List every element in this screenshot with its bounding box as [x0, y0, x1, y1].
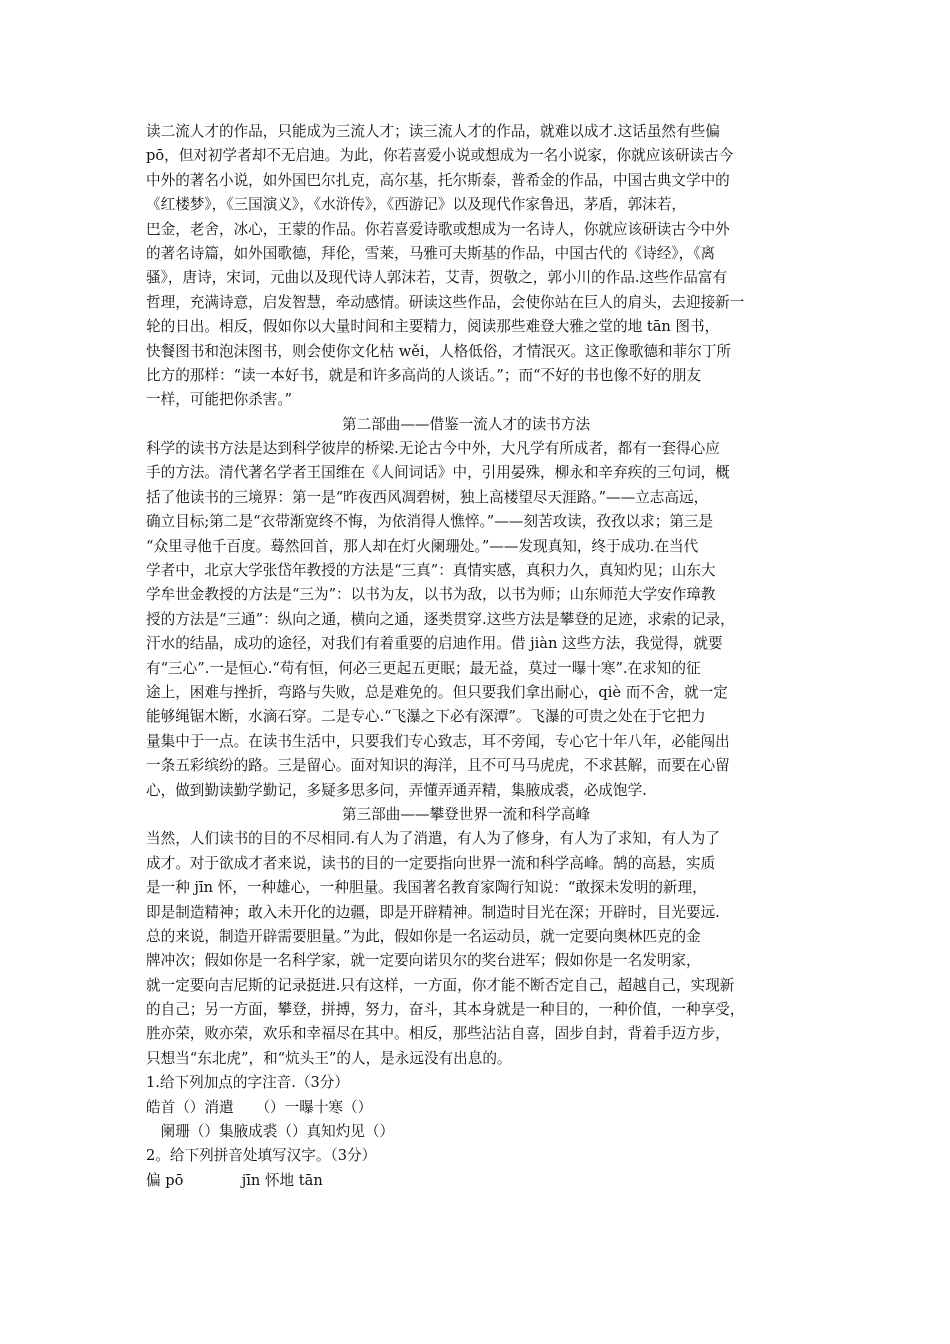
paragraph-line: 确立目标;第二是“衣带渐宽终不悔，为依消得人憔悴。”——刻苦攻读，孜孜以求；第三是: [146, 513, 714, 531]
paragraph-line: 学者中，北京大学张岱年教授的方法是“三真”：真情实感，真积力久，真知灼见；山东大: [146, 562, 716, 580]
paragraph-line: 中外的著名小说，如外国巴尔扎克，高尔基，托尔斯泰，普希金的作品，中国古典文学中的: [146, 171, 730, 189]
question-line: 2。给下列拼音处填写汉字。（3分）: [146, 1147, 377, 1165]
paragraph-line: 骚》，唐诗，宋词，元曲以及现代诗人郭沫若，艾青，贺敬之，郭小川的作品.这些作品富有: [146, 269, 728, 287]
paragraph-line: 量集中于一点。在读书生活中，只要我们专心致志，耳不旁闻，专心它十年八年，必能闯出: [146, 732, 730, 750]
question-line: 阑珊（）集腋成裘（）真知灼见（）: [146, 1123, 395, 1141]
paragraph-line: 科学的读书方法是达到科学彼岸的桥梁.无论古今中外，大凡学有所成者，都有一套得心应: [146, 440, 720, 458]
section-2-body: [146, 437, 810, 803]
paragraph-line: 比方的那样：“读一本好书，就是和许多高尚的人谈话。”；而“不好的书也像不好的朋友: [146, 366, 702, 384]
paragraph-line: 总的来说，制造开辟需要胆量。”为此，假如你是一名运动员，就一定要向奥林匹克的金: [146, 927, 701, 945]
paragraph-line: 手的方法。清代著名学者王国维在《人间词话》中，引用晏殊，柳永和辛弃疾的三句词，概: [146, 464, 730, 482]
section-3-body: [146, 827, 810, 1071]
paragraph-line: 途上，困难与挫折，弯路与失败，总是难免的。但只要我们拿出耐心，qiè 而不舍，就一定: [146, 683, 728, 701]
section-1-body: [146, 120, 810, 413]
paragraph-line: 轮的日出。相反，假如你以大量时间和主要精力，阅读那些难登大雅之堂的地 tān 图书，: [146, 318, 720, 336]
paragraph-line: 胜亦荣，败亦荣，欢乐和幸福尽在其中。相反，那些沾沾自喜，固步自封，背着手迈方步，: [146, 1025, 730, 1043]
paragraph-line: pō，但对初学者却不无启迪。为此，你若喜爱小说或想成为一名小说家，你就应该研读古今: [146, 147, 734, 165]
paragraph-line: 一样，可能把你杀害。”: [146, 391, 293, 409]
document-page: [146, 120, 810, 1193]
paragraph-line: 有“三心”.一是恒心.“苟有恒，何必三更起五更眠；最无益，莫过一曝十寒”.在求知的征: [146, 659, 701, 677]
paragraph-line: 的著名诗篇，如外国歌德，拜伦，雪莱，马雅可夫斯基的作品，中国古代的《诗经》，《离: [146, 244, 716, 262]
heading-part-3: 第三部曲——攀登世界一流和科学高峰: [341, 805, 591, 823]
paragraph-line: 心，做到勤读勤学勤记，多疑多思多问，弄懂弄通弄精，集腋成裘，必成饱学.: [146, 781, 647, 799]
question-line: 皓首（）消遣 （）一曝十寒（）: [146, 1098, 373, 1116]
paragraph-line: 是一种 jīn 怀，一种雄心，一种胆量。我国著名教育家陶行知说：“敢探未发明的新理，: [146, 879, 707, 897]
paragraph-line: “众里寻他千百度。蓦然回首，那人却在灯火阑珊处。”——发现真知，终于成功.在当代: [146, 537, 699, 555]
questions-block: [146, 1071, 810, 1193]
paragraph-line: 就一定要向吉尼斯的记录挺进.只有这样，一方面，你才能不断否定自己，超越自己，实现新: [146, 976, 735, 994]
paragraph-line: 授的方法是“三通”：纵向之通，横向之通，逐类贯穿.这些方法是攀登的足迹，求索的记录，: [146, 610, 735, 628]
heading-part-2: 第二部曲——借鉴一流人才的读书方法: [341, 415, 591, 433]
paragraph-line: 一条五彩缤纷的路。三是留心。面对知识的海洋，且不可马马虎虎，不求甚解，而要在心留: [146, 757, 730, 775]
paragraph-line: 当然，人们读书的目的不尽相同.有人为了消遣，有人为了修身，有人为了求知，有人为了: [146, 830, 720, 848]
paragraph-line: 能够绳锯木断，水滴石穿。二是专心.“飞瀑之下必有深潭”。飞瀑的可贵之处在于它把力: [146, 708, 706, 726]
paragraph-line: 巴金，老舍，冰心，王蒙的作品。你若喜爱诗歌或想成为一名诗人，你就应该研读古今中外: [146, 220, 730, 238]
paragraph-line: 成才。对于欲成才者来说，读书的目的一定要指向世界一流和科学高峰。鹄的高悬，实质: [146, 854, 716, 872]
paragraph-line: 的自己；另一方面，攀登，拼搏，努力，奋斗，其本身就是一种目的，一种价值，一种享受，: [146, 1001, 745, 1019]
paragraph-line: 《红楼梦》，《三国演义》，《水浒传》，《西游记》以及现代作家鲁迅，茅盾，郭沫若，: [146, 196, 686, 214]
paragraph-line: 牌冲次；假如你是一名科学家，就一定要向诺贝尔的奖台进军；假如你是一名发明家，: [146, 952, 701, 970]
paragraph-line: 学牟世金教授的方法是“三为”：以书为友，以书为敌，以书为师；山东师范大学安作璋教: [146, 586, 716, 604]
paragraph-line: 只想当“东北虎”，和“炕头王”的人，是永远没有出息的。: [146, 1049, 512, 1067]
paragraph-line: 哲理，充满诗意，启发智慧，牵动感情。研读这些作品，会使你站在巨人的肩头，去迎接新一: [146, 293, 745, 311]
paragraph-line: 括了他读书的三境界：第一是“昨夜西风凋碧树，独上高楼望尽天涯路。”——立志高远，: [146, 488, 709, 506]
paragraph-line: 即是制造精神；敢入未开化的边疆，即是开辟精神。制造时目光在深；开辟时，目光要远.: [146, 903, 720, 921]
paragraph-line: 快餐图书和泡沫图书，则会使你文化枯 wěi，人格低俗，才情泯灭。这正像歌德和菲尔丁所: [146, 342, 732, 360]
paragraph-line: 汗水的结晶，成功的途径，对我们有着重要的启迪作用。借 jiàn 这些方法，我觉得，就要: [146, 635, 723, 653]
question-line: 1.给下列加点的字注音.（3分）: [146, 1074, 349, 1092]
question-line: 偏 pō jīn 怀地 tān: [146, 1171, 323, 1189]
paragraph-line: 读二流人才的作品，只能成为三流人才；读三流人才的作品，就难以成才.这话虽然有些偏: [146, 123, 720, 140]
